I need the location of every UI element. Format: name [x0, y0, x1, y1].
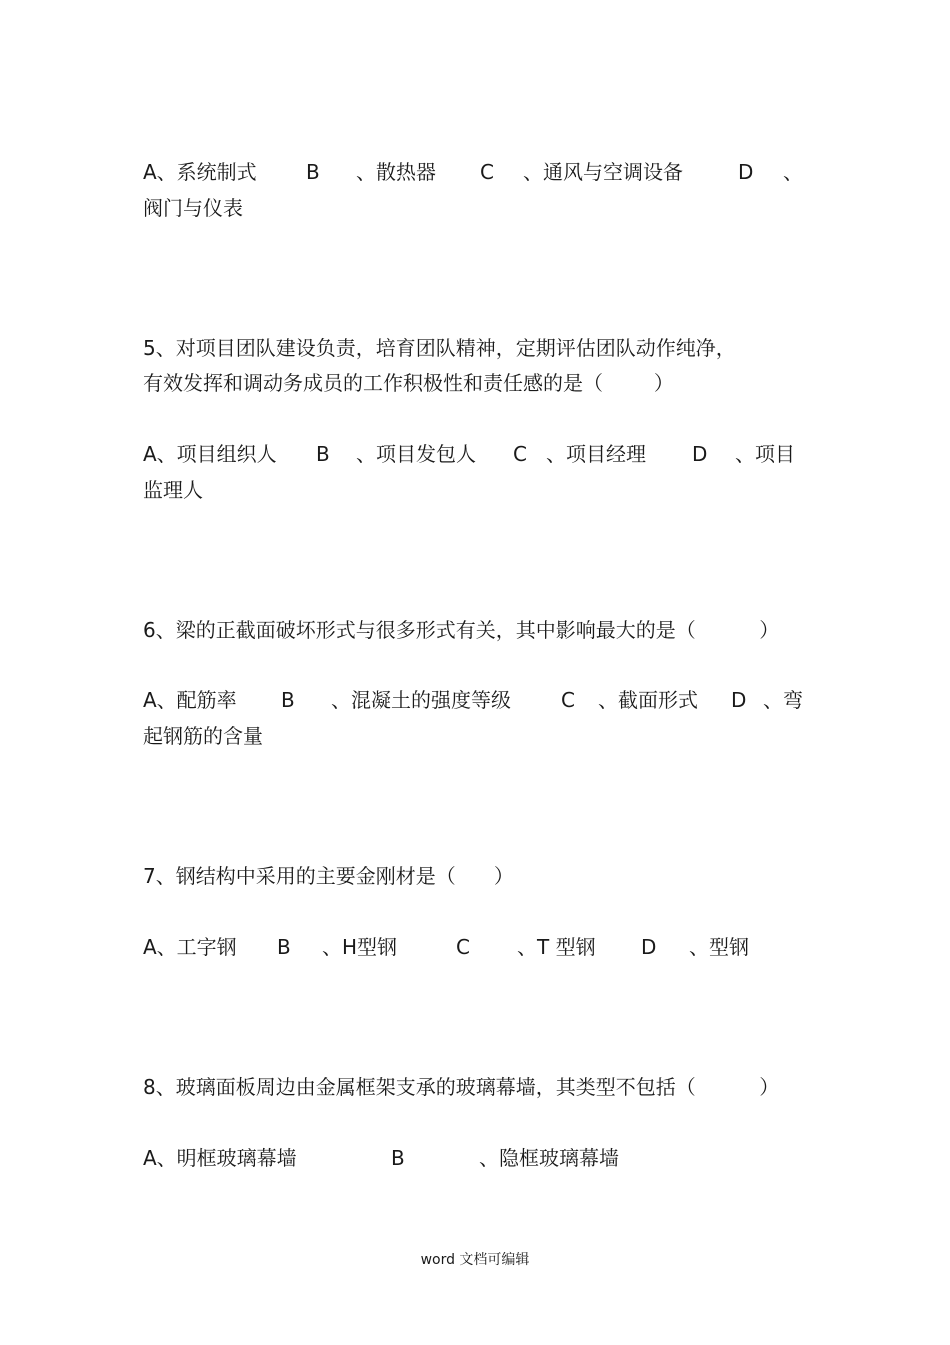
q6-question: 6、梁的正截面破坏形式与很多形式有关，其中影响最大的是（ ） [143, 618, 780, 642]
q6-option-d-letter: D [731, 688, 747, 712]
q5-option-c: 、项目经理 [546, 442, 646, 466]
q6-option-b-letter: B [281, 688, 295, 712]
q8-question: 8、玻璃面板周边由金属框架支承的玻璃幕墙，其类型不包括（ ） [143, 1075, 780, 1099]
q5-option-a: A、项目组织人 [143, 442, 277, 466]
q4-option-b: 、散热器 [356, 160, 436, 184]
q6-option-c-letter: C [561, 688, 575, 712]
q5-option-d-continued: 监理人 [143, 478, 203, 502]
q7-option-d: 、型钢 [689, 935, 749, 959]
q4-option-c: 、通风与空调设备 [523, 160, 683, 184]
q6-option-b: 、混凝土的强度等级 [331, 688, 511, 712]
q8-option-b-letter: B [391, 1146, 405, 1170]
q4-option-c-letter: C [480, 160, 494, 184]
q5-question-line-1: 5、对项目团队建设负责，培育团队精神，定期评估团队动作纯净， [143, 336, 736, 360]
q7-option-c-letter: C [456, 935, 470, 959]
q6-option-c: 、截面形式 [598, 688, 698, 712]
q8-options [143, 1146, 813, 1170]
q6-options [143, 688, 813, 712]
q6-option-d: 、弯 [763, 688, 803, 712]
q4-option-d-letter: D [738, 160, 754, 184]
q6-option-a: A、配筋率 [143, 688, 237, 712]
q8-option-b: 、隐框玻璃幕墙 [479, 1146, 619, 1170]
q7-option-a: A、工字钢 [143, 935, 237, 959]
q4-option-a: A、系统制式 [143, 160, 257, 184]
q4-options [143, 160, 813, 184]
q5-options [143, 442, 813, 466]
q7-option-b: 、H型钢 [322, 935, 398, 959]
q4-option-d: 、 [783, 160, 803, 184]
page-footer: word 文档可编辑 [420, 1252, 530, 1268]
q5-option-b: 、项目发包人 [356, 442, 476, 466]
q5-option-d-letter: D [692, 442, 708, 466]
q7-option-d-letter: D [641, 935, 657, 959]
q5-question-line-2: 有效发挥和调动务成员的工作积极性和责任感的是（ ） [143, 371, 674, 395]
q7-question: 7、钢结构中采用的主要金刚材是（ ） [143, 864, 514, 888]
q5-option-b-letter: B [316, 442, 330, 466]
q7-option-b-letter: B [277, 935, 291, 959]
q4-option-d-continued: 阀门与仪表 [143, 196, 243, 220]
q7-options [143, 935, 813, 959]
q5-option-c-letter: C [513, 442, 527, 466]
q8-option-a: A、明框玻璃幕墙 [143, 1146, 297, 1170]
q5-option-d: 、项目 [735, 442, 795, 466]
q4-option-b-letter: B [306, 160, 320, 184]
q6-option-d-continued: 起钢筋的含量 [143, 724, 263, 748]
q7-option-c: 、T 型钢 [517, 935, 596, 959]
